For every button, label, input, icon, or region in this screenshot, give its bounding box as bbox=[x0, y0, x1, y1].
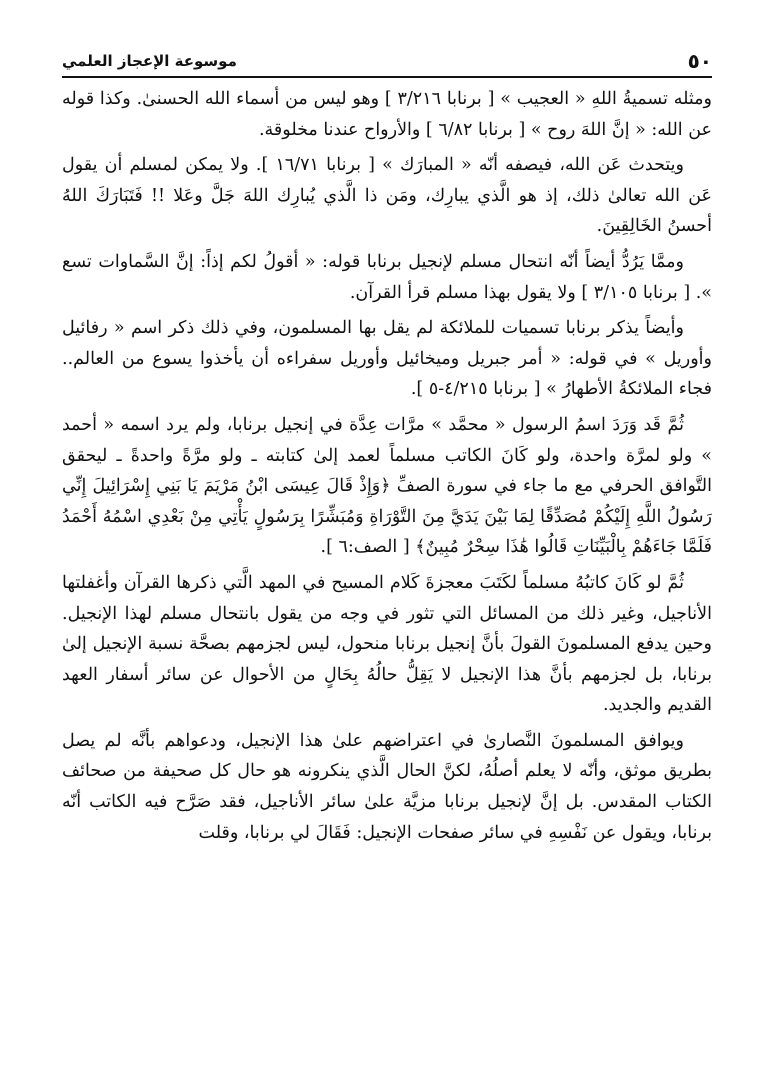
paragraph: ومثله تسميةُ اللهِ « العجيب » [ برنابا ٣/٢١٦ ] وهو ليس من أسماء الله الحسنىٰ. وكذا قوله عن الله: « إنَّ اللهَ روح » [ برنابا ٦/٨٢ ] والأرواح عندنا مخلوقة. bbox=[62, 89, 712, 140]
page-header bbox=[62, 48, 712, 78]
page-body bbox=[62, 84, 712, 853]
book-title: موسوعة الإعجاز العلمي bbox=[62, 52, 237, 70]
paragraph: ثُمَّ قَد وَرَدَ اسمُ الرسول « محمَّد » مرَّات عِدَّة في إنجيل برنابا، ولم يرد اسمه « أحمد » ولو لمرَّة واحدة، ولو كَانَ الكاتب مسلماً لعمد إلىٰ كتابته ـ ولو مرَّةً واحدةً ـ ليحقق التَّوافق الحرفي مع ما جاء في سورة الصفِّ ﴿وَإِذْ قَالَ عِيسَى ابْنُ مَرْيَمَ يَا بَنِي إِسْرَائِيلَ إِنِّي رَسُولُ اللَّهِ إِلَيْكُمْ مُصَدِّقًا لِمَا بَيْنَ يَدَيَّ مِنَ التَّوْرَاةِ وَمُبَشِّرًا بِرَسُولٍ يَأْتِي مِنْ بَعْدِي اسْمُهُ أَحْمَدُ فَلَمَّا جَاءَهُمْ بِالْبَيِّنَاتِ قَالُوا هَٰذَا سِحْرٌ مُبِينٌ﴾ [ الصف:٦ ]. bbox=[62, 414, 712, 558]
paragraph: ثُمَّ لو كَانَ كاتبُهُ مسلماً لكَتَبَ معجزةَ كَلام المسيح في المهد الَّتي ذكرها القرآن وأغفلتها الأناجيل، وغير ذلك من المسائل التي تثور في وجه من يقول بانتحال مسلم لهذا الإنجيل. وحين يدفع المسلمونَ القولَ بأنَّ إنجيل برنابا منحول، ليس لجزمهم بصحَّة نسبة الإنجيل إلىٰ برنابا، بل لجزمهم بأنَّ هذا الإنجيل لا يَقِلُّ حالُهُ بِحَالٍ من الأحوال عن سائر أسفار العهد القديم والجديد. bbox=[62, 572, 712, 716]
page-number: ٥٠ bbox=[687, 49, 712, 73]
paragraph: ويوافق المسلمونَ النَّصارىٰ في اعتراضهم علىٰ هذا الإنجيل، ودعواهم بأنَّه لم يصل بطريق موثق، وأنّه لا يعلم أصلُهُ، لكنَّ الحال الَّذي ينكرونه هو حال كل صحيفة من صحائف الكتاب المقدس. بل إنَّ لإنجيل برنابا مزيَّة علىٰ سائر الأناجيل، فقد صَرَّح فيه الكاتب أنّه برنابا، ويقول عن نَفْسِهِ في سائر صفحات الإنجيل: فَقَالَ لي برنابا، وقلت bbox=[62, 730, 712, 843]
paragraph: ويتحدث عَن الله، فيصفه أنّه « المبارَك » [ برنابا ١٦/٧١ ]. ولا يمكن لمسلم أن يقول عَن الله تعالىٰ ذلك، إذ هو الَّذي يبارِك، ومَن ذا الَّذي يُبارِك اللهَ جَلَّ وعَلا !! فَتَبَارَكَ اللهُ أحسنُ الخَالِقِينَ. bbox=[62, 155, 712, 237]
paragraph: وممَّا يَرُدُّ أيضاً أنّه انتحال مسلم لإنجيل برنابا قوله: « أقولُ لكم إذاً: إنَّ السَّماوات تسع ». [ برنابا ٣/١٠٥ ] ولا يقول بهذا مسلم قرأ القرآن. bbox=[62, 251, 712, 303]
paragraph: وأيضاً يذكر برنابا تسميات للملائكة لم يقل بها المسلمون، وفي ذلك ذكر اسم « رفائيل وأوريل » في قوله: « أمر جبريل وميخائيل وأوريل سفراءه أن يأخذوا يسوع من العالم.. فجاء الملائكةُ الأطهارُ » [ برنابا ٤/٢١٥-٥ ]. bbox=[62, 318, 712, 400]
